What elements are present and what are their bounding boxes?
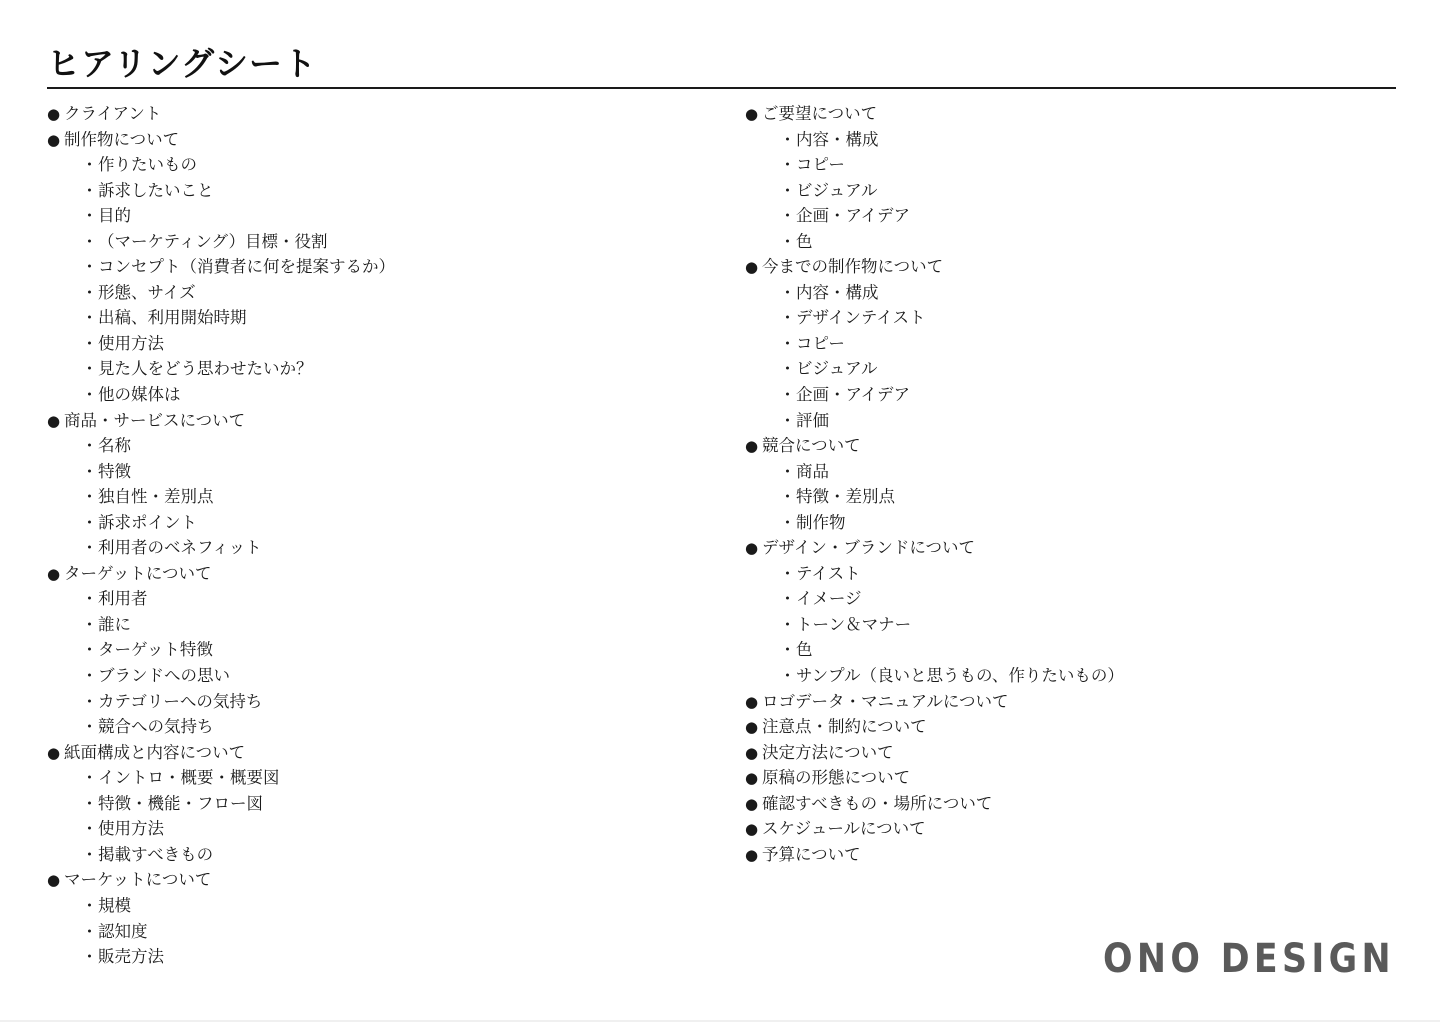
section-bullet: ●: [47, 564, 61, 583]
section-label: 予算について: [762, 844, 861, 864]
item-label: コピー: [796, 155, 845, 175]
item-bullet: ・: [81, 359, 98, 379]
item-bullet: ・: [81, 768, 98, 788]
item-bullet: ・: [81, 921, 98, 941]
list-item: [47, 893, 687, 919]
section-heading: [47, 408, 687, 434]
right-column: [745, 101, 1405, 867]
item-bullet: ・: [81, 257, 98, 277]
item-label: 掲載すべきもの: [98, 844, 214, 864]
section-heading: [745, 740, 1405, 766]
section-label: ご要望について: [762, 104, 878, 123]
item-bullet: ・: [81, 819, 98, 839]
item-label: 使用方法: [98, 333, 164, 353]
item-bullet: ・: [779, 410, 796, 430]
item-label: デザインテイスト: [796, 308, 926, 328]
item-label: 利用者: [98, 589, 148, 609]
list-item: [745, 408, 1405, 434]
item-label: 企画・アイデア: [796, 206, 911, 226]
list-item: [47, 586, 687, 612]
list-item: [745, 331, 1405, 357]
item-label: 色: [796, 640, 813, 660]
list-item: [745, 382, 1405, 408]
item-bullet: ・: [779, 385, 796, 405]
item-bullet: ・: [779, 333, 796, 353]
list-item: [47, 535, 687, 561]
item-bullet: ・: [81, 614, 98, 634]
section-bullet: ●: [745, 258, 759, 277]
item-bullet: ・: [81, 231, 98, 251]
item-bullet: ・: [81, 461, 98, 481]
item-bullet: ・: [81, 666, 98, 686]
left-column: [47, 101, 687, 970]
list-item: [745, 484, 1405, 510]
section-bullet: ●: [47, 130, 61, 149]
item-bullet: ・: [779, 282, 796, 302]
item-label: ブランドへの思い: [98, 666, 230, 686]
item-bullet: ・: [779, 206, 796, 226]
list-item: [745, 459, 1405, 485]
section-label: 競合について: [762, 436, 861, 456]
list-item: [47, 663, 687, 689]
section-bullet: ●: [47, 411, 61, 430]
section-heading: [745, 714, 1405, 740]
item-label: （マーケティング）目標・役割: [98, 231, 328, 251]
list-item: [47, 203, 687, 229]
section-heading: [47, 127, 687, 153]
section-label: 商品・サービスについて: [64, 410, 246, 430]
section-label: ターゲットについて: [64, 563, 212, 583]
list-item: [47, 280, 687, 306]
ono-design-logo: [1103, 934, 1396, 982]
item-label: 目的: [98, 206, 131, 226]
item-label: テイスト: [796, 563, 861, 583]
section-bullet: ●: [47, 871, 61, 890]
list-item: [47, 816, 687, 842]
list-item: [47, 484, 687, 510]
item-bullet: ・: [81, 385, 98, 405]
item-label: 作りたいもの: [98, 155, 197, 175]
item-label: ターゲット特徴: [98, 640, 213, 660]
list-item: [47, 637, 687, 663]
item-bullet: ・: [779, 461, 796, 481]
item-bullet: ・: [81, 793, 98, 813]
item-bullet: ・: [81, 717, 98, 737]
section-bullet: ●: [745, 718, 759, 737]
section-heading: [745, 254, 1405, 280]
section-bullet: ●: [745, 692, 759, 711]
item-label: イメージ: [796, 589, 862, 609]
list-item: [47, 944, 687, 970]
item-label: 形態、サイズ: [98, 282, 196, 302]
section-bullet: ●: [47, 105, 61, 123]
item-label: 商品: [796, 461, 829, 481]
section-bullet: ●: [745, 820, 759, 839]
item-bullet: ・: [81, 640, 98, 660]
item-label: 見た人をどう思わせたいか？: [98, 359, 313, 379]
item-label: 出稿、利用開始時期: [98, 308, 247, 328]
item-label: 規模: [98, 895, 131, 915]
list-item: [47, 765, 687, 791]
item-bullet: ・: [81, 947, 98, 967]
page-title: ヒアリングシート: [47, 44, 318, 83]
section-heading: [745, 535, 1405, 561]
item-bullet: ・: [779, 666, 796, 686]
list-item: [47, 842, 687, 868]
list-item: [745, 612, 1405, 638]
section-bullet: ●: [745, 845, 759, 864]
item-label: 評価: [796, 410, 829, 430]
item-bullet: ・: [779, 180, 796, 200]
list-item: [47, 305, 687, 331]
item-label: 他の媒体は: [98, 385, 181, 405]
section-heading: [47, 101, 687, 127]
list-item: [47, 791, 687, 817]
list-item: [47, 919, 687, 945]
list-item: [745, 280, 1405, 306]
section-label: ロゴデータ・マニュアルについて: [762, 691, 1009, 711]
item-bullet: ・: [779, 512, 796, 532]
item-bullet: ・: [81, 589, 98, 609]
item-bullet: ・: [81, 436, 98, 456]
section-heading: [745, 765, 1405, 791]
item-label: 内容・構成: [796, 129, 879, 149]
list-item: [745, 663, 1405, 689]
item-label: 色: [796, 231, 813, 251]
list-item: [745, 127, 1405, 153]
item-bullet: ・: [81, 206, 98, 226]
list-item: [47, 459, 687, 485]
section-label: デザイン・ブランドについて: [762, 538, 976, 558]
section-label: 制作物について: [64, 129, 180, 149]
item-label: カテゴリーへの気持ち: [98, 691, 263, 711]
section-heading: [745, 689, 1405, 715]
list-item: [745, 152, 1405, 178]
section-heading: [47, 867, 687, 893]
item-bullet: ・: [81, 180, 98, 200]
list-item: [47, 612, 687, 638]
item-label: 内容・構成: [796, 282, 879, 302]
list-item: [47, 331, 687, 357]
item-label: 認知度: [98, 921, 148, 941]
item-bullet: ・: [81, 487, 98, 507]
item-label: 名称: [98, 436, 131, 456]
item-bullet: ・: [779, 308, 796, 328]
section-heading: [745, 816, 1405, 842]
item-label: 訴求したいこと: [98, 180, 214, 200]
section-heading: [745, 842, 1405, 868]
list-item: [745, 356, 1405, 382]
section-label: 紙面構成と内容について: [64, 742, 246, 762]
item-bullet: ・: [779, 487, 796, 507]
list-item: [745, 561, 1405, 587]
section-bullet: ●: [745, 743, 759, 762]
section-label: マーケットについて: [64, 870, 212, 890]
section-bullet: ●: [745, 539, 759, 558]
item-bullet: ・: [779, 129, 796, 149]
item-label: 独自性・差別点: [98, 487, 214, 507]
item-bullet: ・: [81, 895, 98, 915]
list-item: [47, 152, 687, 178]
list-item: [47, 689, 687, 715]
list-item: [47, 714, 687, 740]
section-heading: [745, 101, 1405, 127]
item-bullet: ・: [81, 333, 98, 353]
list-item: [47, 433, 687, 459]
item-label: 販売方法: [98, 947, 164, 967]
list-item: [47, 178, 687, 204]
item-bullet: ・: [81, 155, 98, 175]
section-label: 原稿の形態について: [762, 768, 911, 788]
item-bullet: ・: [779, 359, 796, 379]
item-label: ビジュアル: [796, 359, 878, 379]
section-bullet: ●: [745, 794, 759, 813]
list-item: [745, 510, 1405, 536]
list-item: [47, 254, 687, 280]
list-item: [745, 178, 1405, 204]
section-label: 注意点・制約について: [762, 717, 927, 737]
item-label: イントロ・概要・概要図: [98, 768, 280, 788]
section-bullet: ●: [47, 743, 61, 762]
section-label: 確認すべきもの・場所について: [762, 793, 993, 813]
item-bullet: ・: [779, 614, 796, 634]
list-item: [745, 586, 1405, 612]
section-label: 今までの制作物について: [762, 257, 944, 277]
list-item: [47, 229, 687, 255]
item-label: 特徴・機能・フロー図: [98, 793, 263, 813]
section-bullet: ●: [745, 437, 759, 456]
item-label: 誰に: [98, 614, 131, 634]
item-label: 競合への気持ち: [98, 717, 214, 737]
item-label: 利用者のベネフィット: [98, 538, 262, 558]
section-heading: [47, 740, 687, 766]
section-bullet: ●: [745, 105, 759, 123]
list-item: [745, 305, 1405, 331]
item-label: 特徴・差別点: [796, 487, 895, 507]
item-label: コピー: [796, 333, 845, 353]
list-item: [47, 382, 687, 408]
item-label: コンセプト（消費者に何を提案するか）: [98, 257, 395, 277]
section-heading: [745, 433, 1405, 459]
list-item: [745, 203, 1405, 229]
item-bullet: ・: [779, 640, 796, 660]
item-label: ビジュアル: [796, 180, 878, 200]
item-bullet: ・: [779, 589, 796, 609]
item-bullet: ・: [81, 308, 98, 328]
item-bullet: ・: [779, 155, 796, 175]
item-bullet: ・: [81, 512, 98, 532]
item-label: 企画・アイデア: [796, 385, 911, 405]
section-label: クライアント: [64, 104, 162, 123]
section-bullet: ●: [745, 769, 759, 788]
item-bullet: ・: [779, 563, 796, 583]
item-label: 制作物: [796, 512, 846, 532]
item-label: トーン＆マナー: [796, 614, 912, 634]
item-label: 訴求ポイント: [98, 512, 197, 532]
item-label: 使用方法: [98, 819, 164, 839]
item-bullet: ・: [81, 282, 98, 302]
list-item: [47, 356, 687, 382]
item-label: サンプル（良いと思うもの、作りたいもの）: [796, 666, 1124, 686]
section-heading: [745, 791, 1405, 817]
title-divider: [47, 87, 1396, 89]
item-bullet: ・: [81, 844, 98, 864]
item-bullet: ・: [779, 231, 796, 251]
list-item: [745, 229, 1405, 255]
section-label: 決定方法について: [762, 742, 894, 762]
logo-text: ONO DESIGN: [1103, 936, 1395, 982]
section-heading: [47, 561, 687, 587]
item-label: 特徴: [98, 461, 131, 481]
list-item: [47, 510, 687, 536]
item-bullet: ・: [81, 691, 98, 711]
item-bullet: ・: [81, 538, 98, 558]
list-item: [745, 637, 1405, 663]
section-label: スケジュールについて: [762, 819, 926, 839]
